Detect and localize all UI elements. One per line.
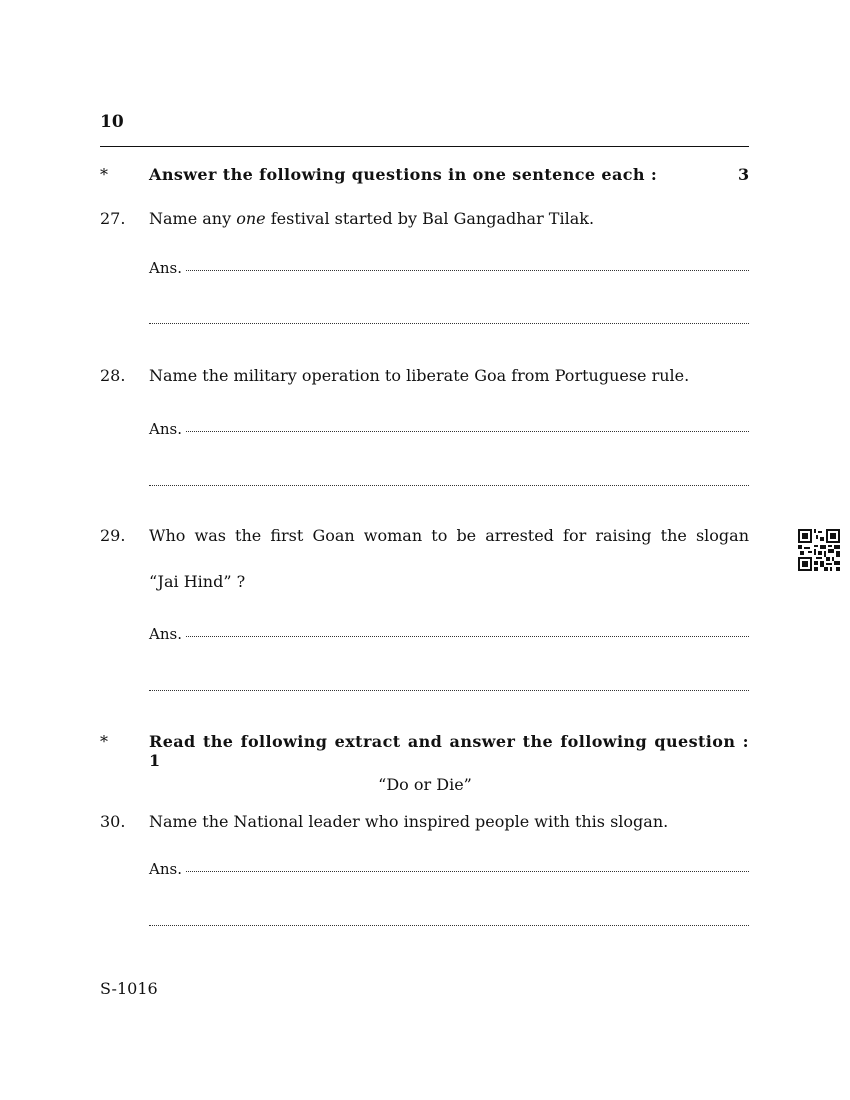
header-rule (100, 146, 749, 147)
question-number: 28. (100, 366, 126, 385)
qr-code-icon (798, 529, 840, 571)
section-instruction: Answer the following questions in one sentence each : (149, 165, 658, 184)
question-number: 27. (100, 209, 126, 228)
answer-line[interactable] (149, 625, 749, 643)
answer-dots (186, 270, 749, 271)
answer-dots (186, 871, 749, 872)
question-emphasis: one (236, 209, 266, 228)
answer-line[interactable] (149, 860, 749, 878)
answer-dots (186, 636, 749, 637)
question-text: Name the National leader who inspired people with this slogan. (149, 812, 669, 831)
answer-line[interactable] (149, 420, 749, 438)
question-text (149, 209, 594, 228)
question-text-part: Name any (149, 209, 237, 228)
section-marks: 3 (738, 165, 750, 184)
section-marker: * (100, 165, 108, 184)
answer-label: Ans. (149, 860, 182, 878)
extract-quote: “Do or Die” (378, 775, 472, 794)
footer-code: S-1016 (100, 979, 158, 998)
question-number: 30. (100, 812, 126, 831)
question-text: Who was the first Goan woman to be arrested for raising the slogan (149, 526, 749, 545)
answer-continuation-line[interactable] (149, 925, 749, 926)
section-instruction: Read the following extract and answer the following question : 1 (149, 732, 749, 770)
answer-continuation-line[interactable] (149, 323, 749, 324)
question-number: 29. (100, 526, 126, 545)
question-text-part: festival started by Bal Gangadhar Tilak. (265, 209, 595, 228)
answer-line[interactable] (149, 259, 749, 277)
answer-continuation-line[interactable] (149, 485, 749, 486)
answer-label: Ans. (149, 420, 182, 438)
question-text: Name the military operation to liberate Goa from Portuguese rule. (149, 366, 690, 385)
answer-continuation-line[interactable] (149, 690, 749, 691)
page-number: 10 (100, 112, 124, 132)
answer-label: Ans. (149, 259, 182, 277)
answer-label: Ans. (149, 625, 182, 643)
question-text-continued: “Jai Hind” ? (149, 572, 246, 591)
answer-dots (186, 431, 749, 432)
section-marker: * (100, 732, 108, 751)
